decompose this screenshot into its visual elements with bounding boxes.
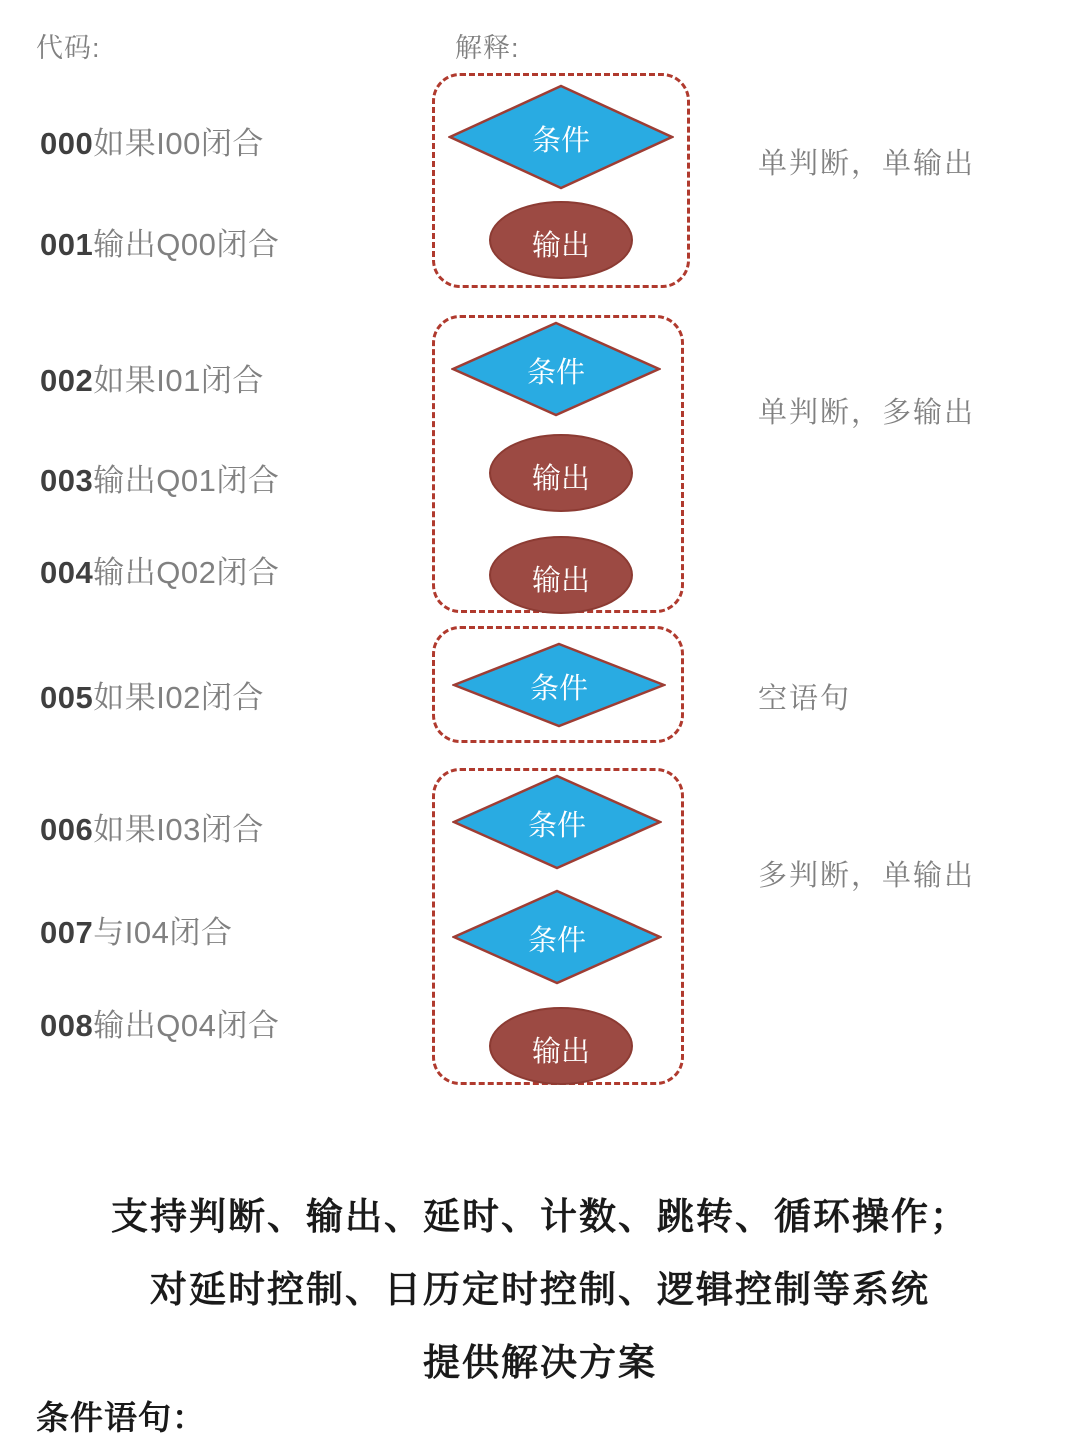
condition-node — [448, 84, 674, 190]
code-line — [40, 118, 264, 163]
condition-node-label: 条件 — [527, 925, 586, 957]
code-line — [40, 907, 232, 952]
condition-node — [452, 774, 662, 870]
output-node-label: 输出 — [531, 230, 590, 262]
code-line-number: 002 — [40, 363, 94, 398]
output-node — [489, 536, 633, 614]
code-line-text: 如果I01闭合 — [93, 363, 264, 398]
code-line-text: 输出Q04闭合 — [93, 1008, 280, 1043]
condition-node-label: 条件 — [527, 810, 586, 842]
code-line-number: 001 — [40, 227, 94, 262]
condition-node-label: 条件 — [526, 357, 585, 389]
code-line — [40, 219, 279, 264]
code-line-number: 000 — [40, 126, 94, 161]
group-annotation: 单判断，单输出 — [758, 148, 976, 180]
footer-section-label: 条件语句： — [36, 1399, 206, 1436]
code-line — [40, 455, 279, 500]
description-line: 提供解决方案 — [423, 1342, 657, 1383]
code-line-number: 008 — [40, 1008, 94, 1043]
condition-node-label: 条件 — [529, 673, 588, 705]
group-annotation: 单判断，多输出 — [758, 397, 976, 429]
code-line — [40, 672, 264, 717]
output-node-label: 输出 — [531, 565, 590, 597]
code-line-number: 007 — [40, 915, 94, 950]
explain-column-header: 解释: — [455, 33, 520, 63]
output-node-label: 输出 — [531, 463, 590, 495]
code-line — [40, 355, 264, 400]
condition-node — [452, 642, 666, 728]
code-line-number: 006 — [40, 812, 94, 847]
code-line-text: 如果I03闭合 — [93, 812, 264, 847]
code-line-text: 与I04闭合 — [93, 915, 233, 950]
code-line-text: 输出Q01闭合 — [93, 463, 280, 498]
group-annotation: 空语句 — [758, 683, 852, 715]
description-line: 对延时控制、日历定时控制、逻辑控制等系统 — [150, 1269, 930, 1310]
code-line — [40, 804, 264, 849]
condition-node-label: 条件 — [531, 125, 590, 157]
code-line-text: 输出Q00闭合 — [93, 227, 280, 262]
output-node — [489, 434, 633, 512]
code-line-text: 如果I00闭合 — [93, 126, 264, 161]
condition-node — [451, 321, 661, 417]
description-line: 支持判断、输出、延时、计数、跳转、循环操作； — [111, 1196, 969, 1237]
code-line-number: 003 — [40, 463, 94, 498]
code-line-number: 004 — [40, 555, 94, 590]
code-line-text: 输出Q02闭合 — [93, 555, 280, 590]
output-node-label: 输出 — [531, 1036, 590, 1068]
output-node — [489, 1007, 633, 1085]
condition-node — [452, 889, 662, 985]
code-line-number: 005 — [40, 680, 94, 715]
group-annotation: 多判断，单输出 — [758, 860, 976, 892]
code-line — [40, 547, 279, 592]
output-node — [489, 201, 633, 279]
code-line — [40, 1000, 279, 1045]
code-line-text: 如果I02闭合 — [93, 680, 264, 715]
code-column-header: 代码: — [36, 33, 101, 63]
